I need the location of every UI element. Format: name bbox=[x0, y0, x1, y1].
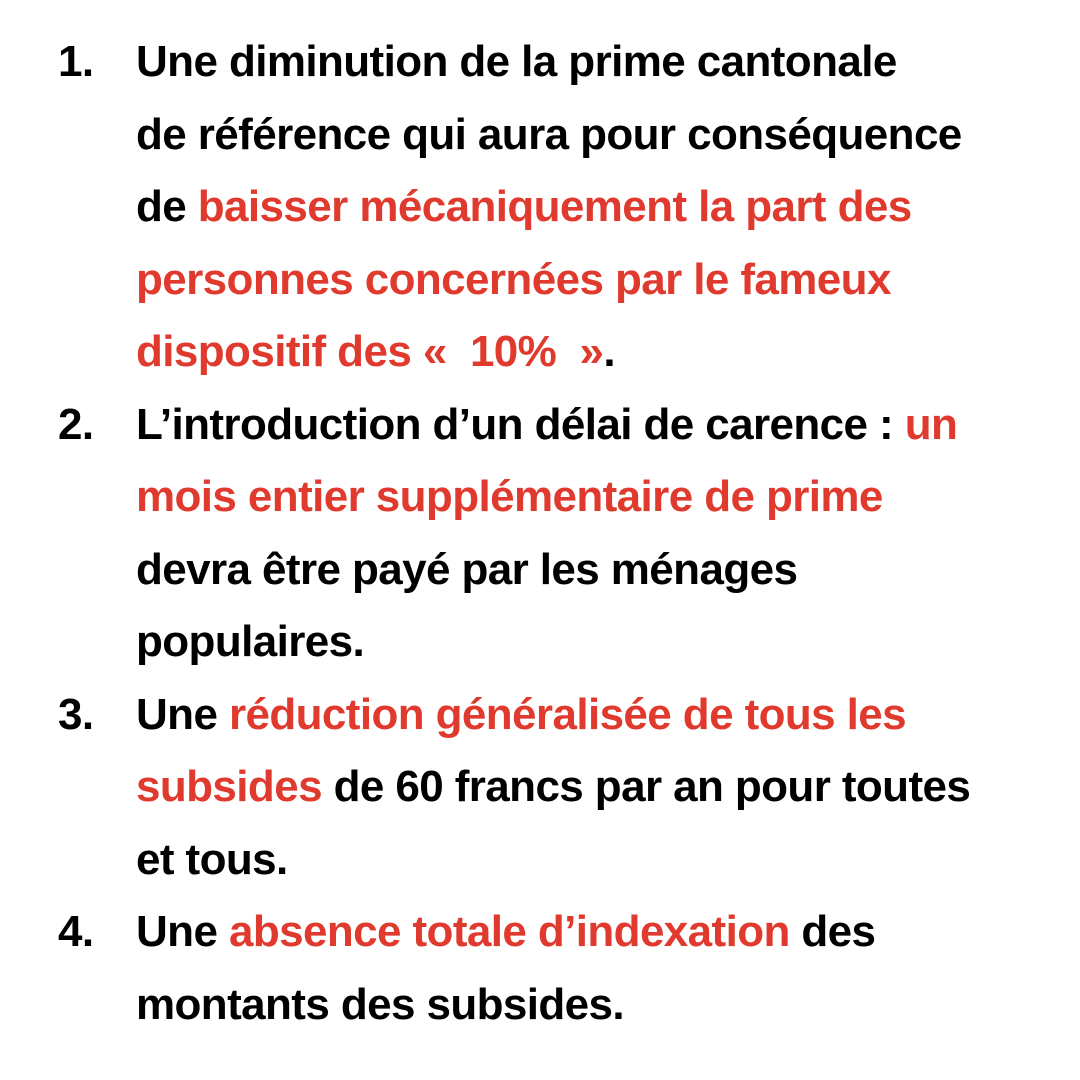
text-line bbox=[136, 751, 1058, 824]
text-line bbox=[136, 679, 1058, 752]
item-number: 1. bbox=[58, 37, 94, 86]
item-text bbox=[136, 389, 1058, 679]
item-number: 3. bbox=[58, 689, 94, 739]
text-segment: et tous. bbox=[136, 834, 288, 884]
text-segment: montants des subsides. bbox=[136, 979, 625, 1029]
highlighted-segment: personnes concernées par le fameux bbox=[136, 254, 891, 304]
item-text bbox=[136, 679, 1058, 897]
highlighted-segment: absence totale d’indexation bbox=[228, 907, 790, 956]
item-text bbox=[136, 896, 1058, 1041]
text-segment: de référence qui aura pour conséquence bbox=[136, 109, 962, 159]
item-number: 2. bbox=[58, 399, 94, 449]
list-item bbox=[58, 679, 1058, 897]
text-line bbox=[136, 534, 1058, 607]
text-line bbox=[136, 461, 1058, 534]
text-line bbox=[136, 171, 1058, 244]
highlighted-segment: mois entier supplémentaire de prime bbox=[136, 472, 883, 521]
text-segment: Une bbox=[136, 907, 229, 956]
text-line bbox=[136, 896, 1058, 969]
text-segment: Une diminution de la prime cantonale bbox=[136, 37, 897, 86]
text-line bbox=[136, 969, 1058, 1042]
highlighted-segment: dispositif des « 10% » bbox=[136, 327, 604, 376]
text-segment: . bbox=[603, 327, 615, 376]
highlighted-segment: un bbox=[904, 399, 958, 449]
text-segment: des bbox=[789, 907, 876, 956]
text-segment: devra être payé par les ménages bbox=[136, 544, 798, 594]
text-segment: Une bbox=[136, 689, 229, 739]
list-item bbox=[58, 896, 1058, 1041]
highlighted-segment: subsides bbox=[136, 762, 322, 811]
item-text bbox=[136, 26, 1058, 389]
text-line bbox=[136, 389, 1058, 462]
highlighted-segment: baisser mécaniquement la part des bbox=[197, 182, 912, 231]
text-segment: L’introduction d’un délai de carence : bbox=[136, 399, 905, 449]
text-line bbox=[136, 316, 1058, 389]
list-item bbox=[58, 389, 1058, 679]
highlighted-segment: réduction généralisée de tous les bbox=[228, 689, 907, 739]
text-segment: populaires. bbox=[136, 617, 365, 666]
text-segment: de bbox=[136, 182, 198, 231]
text-line bbox=[136, 99, 1058, 172]
numbered-list bbox=[58, 26, 1058, 1041]
text-line bbox=[136, 824, 1058, 897]
text-line bbox=[136, 244, 1058, 317]
text-line bbox=[136, 606, 1058, 679]
list-item bbox=[58, 26, 1058, 389]
text-segment: de 60 francs par an pour toutes bbox=[321, 762, 971, 811]
item-number: 4. bbox=[58, 907, 94, 956]
text-line bbox=[136, 26, 1058, 99]
